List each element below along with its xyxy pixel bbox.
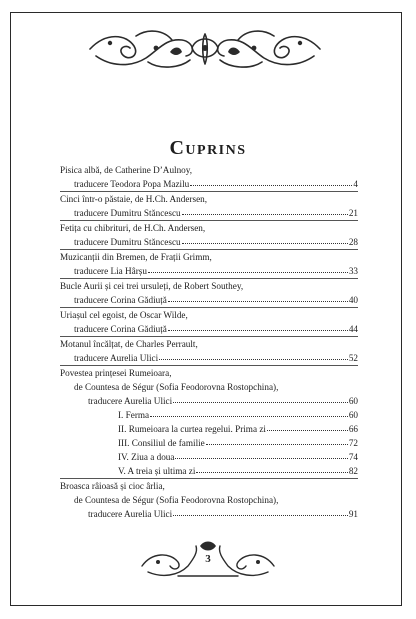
toc-line-text: Cinci într-o păstaie, de H.Ch. Andersen, (60, 194, 208, 204)
toc-line (60, 308, 358, 322)
toc-line-text: Motanul încălțat, de Charles Perrault, (60, 339, 198, 349)
toc-line (60, 163, 358, 177)
dot-leader (196, 463, 347, 473)
toc-line-text: Muzicanții din Bremen, de Frații Grimm, (60, 252, 212, 262)
toc-entry (60, 278, 358, 307)
toc-line (60, 192, 358, 206)
toc-line (60, 293, 358, 307)
toc-entry (60, 249, 358, 278)
toc-page-number: 44 (348, 324, 358, 334)
toc-line-text: traducere Dumitru Stăncescu (74, 208, 181, 218)
toc-line-text: Broasca râioasă și cioc ârlia, (60, 481, 165, 491)
toc-page-number: 82 (348, 466, 358, 476)
dot-leader (182, 205, 348, 215)
page-title: Cuprins (169, 137, 247, 160)
table-of-contents (60, 163, 358, 521)
toc-page-number: 21 (348, 208, 358, 218)
toc-page-number: 74 (348, 452, 358, 462)
toc-entry (60, 163, 358, 191)
toc-line-text: Pisica albă, de Catherine D’Aulnoy, (60, 165, 193, 175)
toc-page-number: 28 (348, 237, 358, 247)
toc-line-text: II. Rumeioara la curtea regelui. Prima zi (118, 424, 266, 434)
toc-line (60, 206, 358, 220)
toc-line-text: Bucle Aurii și cei trei ursuleți, de Robert Southey, (60, 281, 244, 291)
toc-entry (60, 191, 358, 220)
toc-chapter-line (60, 464, 358, 478)
toc-line-text: Fetița cu chibrituri, de H.Ch. Andersen, (60, 223, 206, 233)
toc-page-number: 72 (348, 438, 358, 448)
toc-entry (60, 478, 358, 521)
toc-entry (60, 336, 358, 365)
toc-line (60, 493, 358, 507)
dot-leader (190, 176, 352, 186)
toc-line (60, 507, 358, 521)
toc-line-text: traducere Lia Hârșu (74, 266, 147, 276)
toc-chapter-line (60, 450, 358, 464)
toc-line (60, 366, 358, 380)
toc-line-text: IV. Ziua a doua (118, 452, 175, 462)
toc-line-text: traducere Corina Gădiuță (74, 324, 167, 334)
toc-page-number: 52 (348, 353, 358, 363)
dot-leader (168, 292, 348, 302)
toc-line-text: traducere Teodora Popa Mazilu (74, 179, 190, 189)
toc-line (60, 264, 358, 278)
toc-line (60, 479, 358, 493)
toc-line-text: Povestea prințesei Rumeioara, (60, 368, 172, 378)
toc-chapter-line (60, 436, 358, 450)
toc-page-number: 33 (348, 266, 358, 276)
toc-line-text: de Countesa de Ségur (Sofia Feodorovna Rostopchina), (74, 382, 279, 392)
toc-line (60, 177, 358, 191)
dot-leader (173, 506, 348, 516)
dot-leader (206, 435, 348, 445)
toc-line (60, 279, 358, 293)
dot-leader (175, 449, 347, 459)
toc-entry (60, 220, 358, 249)
dot-leader (159, 350, 348, 360)
floral-ornament-top-icon (86, 26, 324, 72)
toc-line (60, 322, 358, 336)
toc-line (60, 235, 358, 249)
toc-line (60, 221, 358, 235)
toc-line-text: Uriașul cel egoist, de Oscar Wilde, (60, 310, 188, 320)
toc-line-text: traducere Dumitru Stăncescu (74, 237, 181, 247)
toc-entry (60, 307, 358, 336)
toc-page-number: 40 (348, 295, 358, 305)
dot-leader (173, 393, 348, 403)
toc-line-text: traducere Corina Gădiuță (74, 295, 167, 305)
dot-leader (168, 321, 348, 331)
toc-line (60, 337, 358, 351)
toc-line (60, 380, 358, 394)
dot-leader (150, 407, 348, 417)
toc-line (60, 250, 358, 264)
toc-page-number: 60 (348, 396, 358, 406)
toc-line-text: V. A treia și ultima zi (118, 466, 196, 476)
page-number: 3 (199, 552, 217, 566)
toc-line (60, 394, 358, 408)
toc-entry (60, 365, 358, 478)
toc-line-text: III. Consiliul de familie (118, 438, 205, 448)
toc-page-number: 60 (348, 410, 358, 420)
dot-leader (267, 421, 348, 431)
dot-leader (182, 234, 348, 244)
dot-leader (148, 263, 348, 273)
toc-page-number: 66 (348, 424, 358, 434)
toc-page-number: 4 (353, 179, 358, 189)
toc-chapter-line (60, 408, 358, 422)
toc-line (60, 351, 358, 365)
toc-page-number: 91 (348, 509, 358, 519)
toc-line-text: de Countesa de Ségur (Sofia Feodorovna Rostopchina), (74, 495, 279, 505)
toc-chapter-line (60, 422, 358, 436)
toc-line-text: I. Ferma (118, 410, 150, 420)
toc-line-text: traducere Aurelia Ulici (88, 509, 173, 519)
toc-line-text: traducere Aurelia Ulici (88, 396, 173, 406)
toc-line-text: traducere Aurelia Ulici (74, 353, 159, 363)
